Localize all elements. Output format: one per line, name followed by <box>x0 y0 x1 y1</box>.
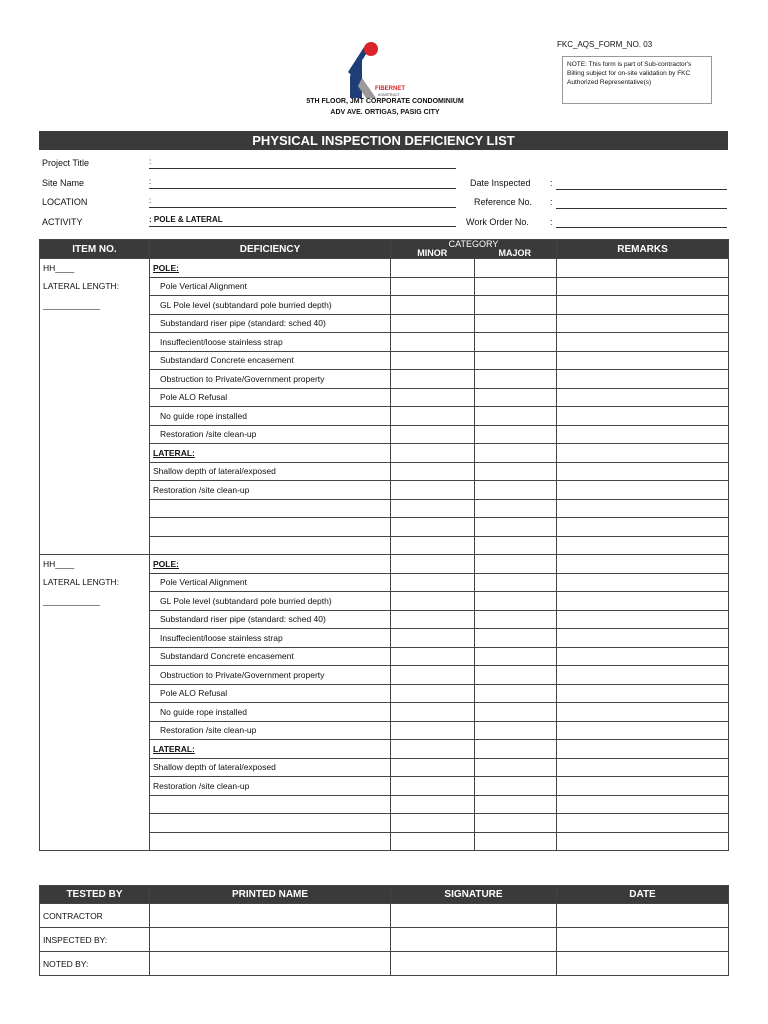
printed-name-cell[interactable] <box>150 952 391 976</box>
table-row <box>40 314 729 333</box>
reference-no-field[interactable] <box>556 197 727 209</box>
logo-subtext: KONSTRUCT <box>378 93 400 97</box>
remarks-cell[interactable] <box>557 758 729 777</box>
item-no-cell <box>40 684 150 703</box>
table-header <box>40 240 729 259</box>
table-row <box>40 462 729 481</box>
minor-cell[interactable] <box>391 462 475 481</box>
item-no-cell: HH____ <box>40 259 150 278</box>
item-no-cell <box>40 499 150 518</box>
major-cell[interactable] <box>475 499 557 518</box>
minor-cell[interactable] <box>391 555 475 574</box>
table-row <box>40 592 729 611</box>
major-cell[interactable] <box>475 647 557 666</box>
signature-cell[interactable] <box>391 904 557 928</box>
date-header: DATE <box>557 886 729 904</box>
item-no-cell <box>40 518 150 537</box>
deficiency-cell <box>150 499 391 518</box>
deficiency-cell: GL Pole level (subtandard pole burried depth) <box>150 296 391 315</box>
table-row <box>40 610 729 629</box>
minor-cell[interactable] <box>391 573 475 592</box>
major-cell[interactable] <box>475 370 557 389</box>
major-cell[interactable] <box>475 814 557 833</box>
date-cell[interactable] <box>557 904 729 928</box>
major-cell[interactable] <box>475 777 557 796</box>
minor-cell[interactable] <box>391 647 475 666</box>
table-row <box>40 721 729 740</box>
item-no-cell <box>40 444 150 463</box>
table-row <box>40 444 729 463</box>
major-cell[interactable] <box>475 610 557 629</box>
table-row <box>40 536 729 555</box>
remarks-cell[interactable] <box>557 610 729 629</box>
work-order-label: Work Order No. <box>466 217 529 227</box>
form-title: PHYSICAL INSPECTION DEFICIENCY LIST <box>39 131 728 150</box>
item-no-cell <box>40 333 150 352</box>
item-no-cell <box>40 740 150 759</box>
deficiency-cell <box>150 832 391 851</box>
logo-text: FIBERNET <box>375 86 405 92</box>
activity-field[interactable]: : POLE & LATERAL <box>149 215 456 227</box>
major-cell[interactable] <box>475 351 557 370</box>
minor-cell[interactable] <box>391 481 475 500</box>
remarks-cell[interactable] <box>557 518 729 537</box>
billing-note: NOTE: This form is part of Sub-contractor's Billing subject for on-site validation by FKC Authorized Representative(s) <box>562 56 712 104</box>
remarks-cell[interactable] <box>557 462 729 481</box>
remarks-cell[interactable] <box>557 795 729 814</box>
deficiency-cell: Insuffecient/loose stainless strap <box>150 333 391 352</box>
deficiency-cell: Obstruction to Private/Government property <box>150 666 391 685</box>
major-cell[interactable] <box>475 425 557 444</box>
table-row <box>40 277 729 296</box>
minor-cell[interactable] <box>391 629 475 648</box>
work-order-field[interactable] <box>556 216 727 228</box>
form-number: FKC_AQS_FORM_NO. 03 <box>557 40 653 49</box>
site-name-label: Site Name <box>42 178 85 188</box>
signoff-table <box>39 885 729 976</box>
remarks-cell[interactable] <box>557 684 729 703</box>
minor-cell[interactable] <box>391 758 475 777</box>
date-inspected-field[interactable] <box>556 178 727 190</box>
major-cell[interactable] <box>475 832 557 851</box>
remarks-cell[interactable] <box>557 555 729 574</box>
remarks-cell[interactable] <box>557 444 729 463</box>
major-cell[interactable] <box>475 518 557 537</box>
remarks-cell[interactable] <box>557 573 729 592</box>
table-row <box>40 647 729 666</box>
deficiency-cell: Restoration /site clean-up <box>150 777 391 796</box>
major-cell[interactable] <box>475 333 557 352</box>
table-row <box>40 333 729 352</box>
remarks-cell[interactable] <box>557 296 729 315</box>
major-cell[interactable] <box>475 388 557 407</box>
role-label: INSPECTED BY: <box>40 928 150 952</box>
minor-cell[interactable] <box>391 425 475 444</box>
table-row <box>40 758 729 777</box>
date-inspected-label: Date Inspected <box>470 178 531 188</box>
deficiency-cell: Substandard riser pipe (standard: sched 40) <box>150 610 391 629</box>
remarks-cell[interactable] <box>557 592 729 611</box>
deficiency-cell: Restoration /site clean-up <box>150 481 391 500</box>
deficiency-cell: Shallow depth of lateral/exposed <box>150 758 391 777</box>
printed-name-cell[interactable] <box>150 904 391 928</box>
deficiency-cell: GL Pole level (subtandard pole burried depth) <box>150 592 391 611</box>
remarks-cell[interactable] <box>557 703 729 722</box>
table-row <box>40 573 729 592</box>
minor-cell[interactable] <box>391 333 475 352</box>
major-cell[interactable] <box>475 573 557 592</box>
remarks-cell[interactable] <box>557 314 729 333</box>
table-row <box>40 481 729 500</box>
item-no-cell <box>40 832 150 851</box>
remarks-cell[interactable] <box>557 666 729 685</box>
table-row <box>40 832 729 851</box>
item-no-cell: LATERAL LENGTH: <box>40 573 150 592</box>
deficiency-cell: Pole Vertical Alignment <box>150 573 391 592</box>
major-cell[interactable] <box>475 277 557 296</box>
major-cell[interactable] <box>475 555 557 574</box>
signature-header: SIGNATURE <box>391 886 557 904</box>
minor-cell[interactable] <box>391 740 475 759</box>
table-row <box>40 296 729 315</box>
major-cell[interactable] <box>475 684 557 703</box>
activity-label: ACTIVITY <box>42 217 83 227</box>
deficiency-cell: POLE: <box>150 259 391 278</box>
table-row <box>40 499 729 518</box>
role-label: CONTRACTOR <box>40 904 150 928</box>
minor-cell[interactable] <box>391 610 475 629</box>
remarks-cell[interactable] <box>557 370 729 389</box>
deficiency-cell: Pole ALO Refusal <box>150 684 391 703</box>
minor-cell[interactable] <box>391 592 475 611</box>
table-row <box>40 370 729 389</box>
major-cell[interactable] <box>475 592 557 611</box>
deficiency-cell: Substandard Concrete encasement <box>150 647 391 666</box>
address-line-1: 5TH FLOOR, JMT CORPORATE CONDOMINIUM <box>306 98 464 105</box>
remarks-cell[interactable] <box>557 351 729 370</box>
item-no-cell <box>40 777 150 796</box>
signature-cell[interactable] <box>391 928 557 952</box>
remarks-cell[interactable] <box>557 832 729 851</box>
tested-by-header: TESTED BY <box>40 886 150 904</box>
major-cell[interactable] <box>475 795 557 814</box>
item-no-header: ITEM NO. <box>40 240 150 259</box>
major-cell[interactable] <box>475 740 557 759</box>
major-cell[interactable] <box>475 536 557 555</box>
table-row <box>40 425 729 444</box>
major-cell[interactable] <box>475 481 557 500</box>
minor-cell[interactable] <box>391 351 475 370</box>
remarks-cell[interactable] <box>557 277 729 296</box>
remarks-cell[interactable] <box>557 259 729 278</box>
minor-cell[interactable] <box>391 314 475 333</box>
remarks-cell[interactable] <box>557 388 729 407</box>
item-no-cell <box>40 629 150 648</box>
date-cell[interactable] <box>557 928 729 952</box>
colon: : <box>550 217 553 227</box>
item-no-cell <box>40 721 150 740</box>
category-label: CATEGORY <box>448 239 499 249</box>
major-cell[interactable] <box>475 721 557 740</box>
deficiency-cell: POLE: <box>150 555 391 574</box>
deficiency-cell: LATERAL: <box>150 740 391 759</box>
item-no-cell <box>40 703 150 722</box>
deficiency-cell: Restoration /site clean-up <box>150 721 391 740</box>
address-line-2: ADV AVE. ORTIGAS, PASIG CITY <box>330 109 440 116</box>
item-no-cell <box>40 795 150 814</box>
item-no-cell <box>40 814 150 833</box>
deficiency-cell: Pole Vertical Alignment <box>150 277 391 296</box>
major-cell[interactable] <box>475 296 557 315</box>
deficiency-cell: Substandard Concrete encasement <box>150 351 391 370</box>
remarks-cell[interactable] <box>557 333 729 352</box>
table-row <box>40 518 729 537</box>
reference-no-label: Reference No. <box>474 197 533 207</box>
deficiency-header: DEFICIENCY <box>150 240 391 259</box>
table-row <box>40 814 729 833</box>
minor-cell[interactable] <box>391 499 475 518</box>
major-cell[interactable] <box>475 407 557 426</box>
minor-cell[interactable] <box>391 444 475 463</box>
item-no-cell <box>40 388 150 407</box>
project-title-label: Project Title <box>42 158 90 168</box>
deficiency-cell <box>150 518 391 537</box>
table-row <box>40 555 729 574</box>
deficiency-cell: Obstruction to Private/Government property <box>150 370 391 389</box>
printed-name-cell[interactable] <box>150 928 391 952</box>
table-row <box>40 259 729 278</box>
major-cell[interactable] <box>475 703 557 722</box>
table-row <box>40 703 729 722</box>
table-row <box>40 629 729 648</box>
remarks-cell[interactable] <box>557 425 729 444</box>
item-no-cell <box>40 351 150 370</box>
remarks-cell[interactable] <box>557 647 729 666</box>
deficiency-cell: Substandard riser pipe (standard: sched 40) <box>150 314 391 333</box>
remarks-cell[interactable] <box>557 814 729 833</box>
category-header <box>391 240 557 259</box>
minor-cell[interactable] <box>391 721 475 740</box>
signoff-row <box>40 952 729 976</box>
remarks-cell[interactable] <box>557 629 729 648</box>
deficiency-cell: Insuffecient/loose stainless strap <box>150 629 391 648</box>
site-name-field[interactable]: : <box>149 177 456 189</box>
deficiency-cell: Restoration /site clean-up <box>150 425 391 444</box>
colon: : <box>550 197 553 207</box>
item-no-cell <box>40 666 150 685</box>
signoff-row <box>40 904 729 928</box>
deficiency-cell <box>150 795 391 814</box>
signoff-row <box>40 928 729 952</box>
item-no-cell <box>40 481 150 500</box>
item-no-cell: HH____ <box>40 555 150 574</box>
item-no-cell <box>40 758 150 777</box>
deficiency-cell <box>150 814 391 833</box>
minor-cell[interactable] <box>391 832 475 851</box>
table-row <box>40 795 729 814</box>
deficiency-cell <box>150 536 391 555</box>
project-title-field[interactable]: : <box>149 157 456 169</box>
item-no-cell <box>40 425 150 444</box>
remarks-cell[interactable] <box>557 407 729 426</box>
minor-cell[interactable] <box>391 814 475 833</box>
remarks-cell[interactable] <box>557 499 729 518</box>
major-cell[interactable] <box>475 629 557 648</box>
minor-cell[interactable] <box>391 259 475 278</box>
role-label: NOTED BY: <box>40 952 150 976</box>
remarks-cell[interactable] <box>557 481 729 500</box>
colon: : <box>550 178 553 188</box>
deficiency-table <box>39 239 729 851</box>
major-header: MAJOR <box>498 248 531 258</box>
company-logo <box>340 40 410 102</box>
item-no-cell <box>40 647 150 666</box>
deficiency-cell: LATERAL: <box>150 444 391 463</box>
table-row <box>40 777 729 796</box>
table-row <box>40 351 729 370</box>
table-row <box>40 666 729 685</box>
major-cell[interactable] <box>475 758 557 777</box>
deficiency-cell: Pole ALO Refusal <box>150 388 391 407</box>
minor-cell[interactable] <box>391 407 475 426</box>
minor-cell[interactable] <box>391 296 475 315</box>
minor-cell[interactable] <box>391 388 475 407</box>
minor-cell[interactable] <box>391 777 475 796</box>
remarks-header: REMARKS <box>557 240 729 259</box>
minor-cell[interactable] <box>391 684 475 703</box>
item-no-cell <box>40 407 150 426</box>
table-row <box>40 388 729 407</box>
deficiency-cell: No guide rope installed <box>150 703 391 722</box>
table-row <box>40 740 729 759</box>
minor-cell[interactable] <box>391 277 475 296</box>
major-cell[interactable] <box>475 314 557 333</box>
major-cell[interactable] <box>475 444 557 463</box>
item-no-cell <box>40 536 150 555</box>
remarks-cell[interactable] <box>557 721 729 740</box>
deficiency-cell: Shallow depth of lateral/exposed <box>150 462 391 481</box>
minor-header: MINOR <box>417 248 448 258</box>
minor-cell[interactable] <box>391 795 475 814</box>
major-cell[interactable] <box>475 462 557 481</box>
location-label: LOCATION <box>42 197 88 207</box>
deficiency-cell: No guide rope installed <box>150 407 391 426</box>
item-no-cell: ____________ <box>40 296 150 315</box>
location-field[interactable]: : <box>149 196 456 208</box>
minor-cell[interactable] <box>391 703 475 722</box>
item-no-cell <box>40 610 150 629</box>
item-no-cell <box>40 370 150 389</box>
remarks-cell[interactable] <box>557 740 729 759</box>
remarks-cell[interactable] <box>557 536 729 555</box>
table-row <box>40 407 729 426</box>
item-no-cell <box>40 314 150 333</box>
minor-cell[interactable] <box>391 518 475 537</box>
minor-cell[interactable] <box>391 666 475 685</box>
signature-cell[interactable] <box>391 952 557 976</box>
remarks-cell[interactable] <box>557 777 729 796</box>
major-cell[interactable] <box>475 259 557 278</box>
major-cell[interactable] <box>475 666 557 685</box>
printed-name-header: PRINTED NAME <box>150 886 391 904</box>
minor-cell[interactable] <box>391 536 475 555</box>
signoff-header <box>40 886 729 904</box>
item-no-cell: LATERAL LENGTH: <box>40 277 150 296</box>
date-cell[interactable] <box>557 952 729 976</box>
item-no-cell: ____________ <box>40 592 150 611</box>
minor-cell[interactable] <box>391 370 475 389</box>
table-row <box>40 684 729 703</box>
item-no-cell <box>40 462 150 481</box>
